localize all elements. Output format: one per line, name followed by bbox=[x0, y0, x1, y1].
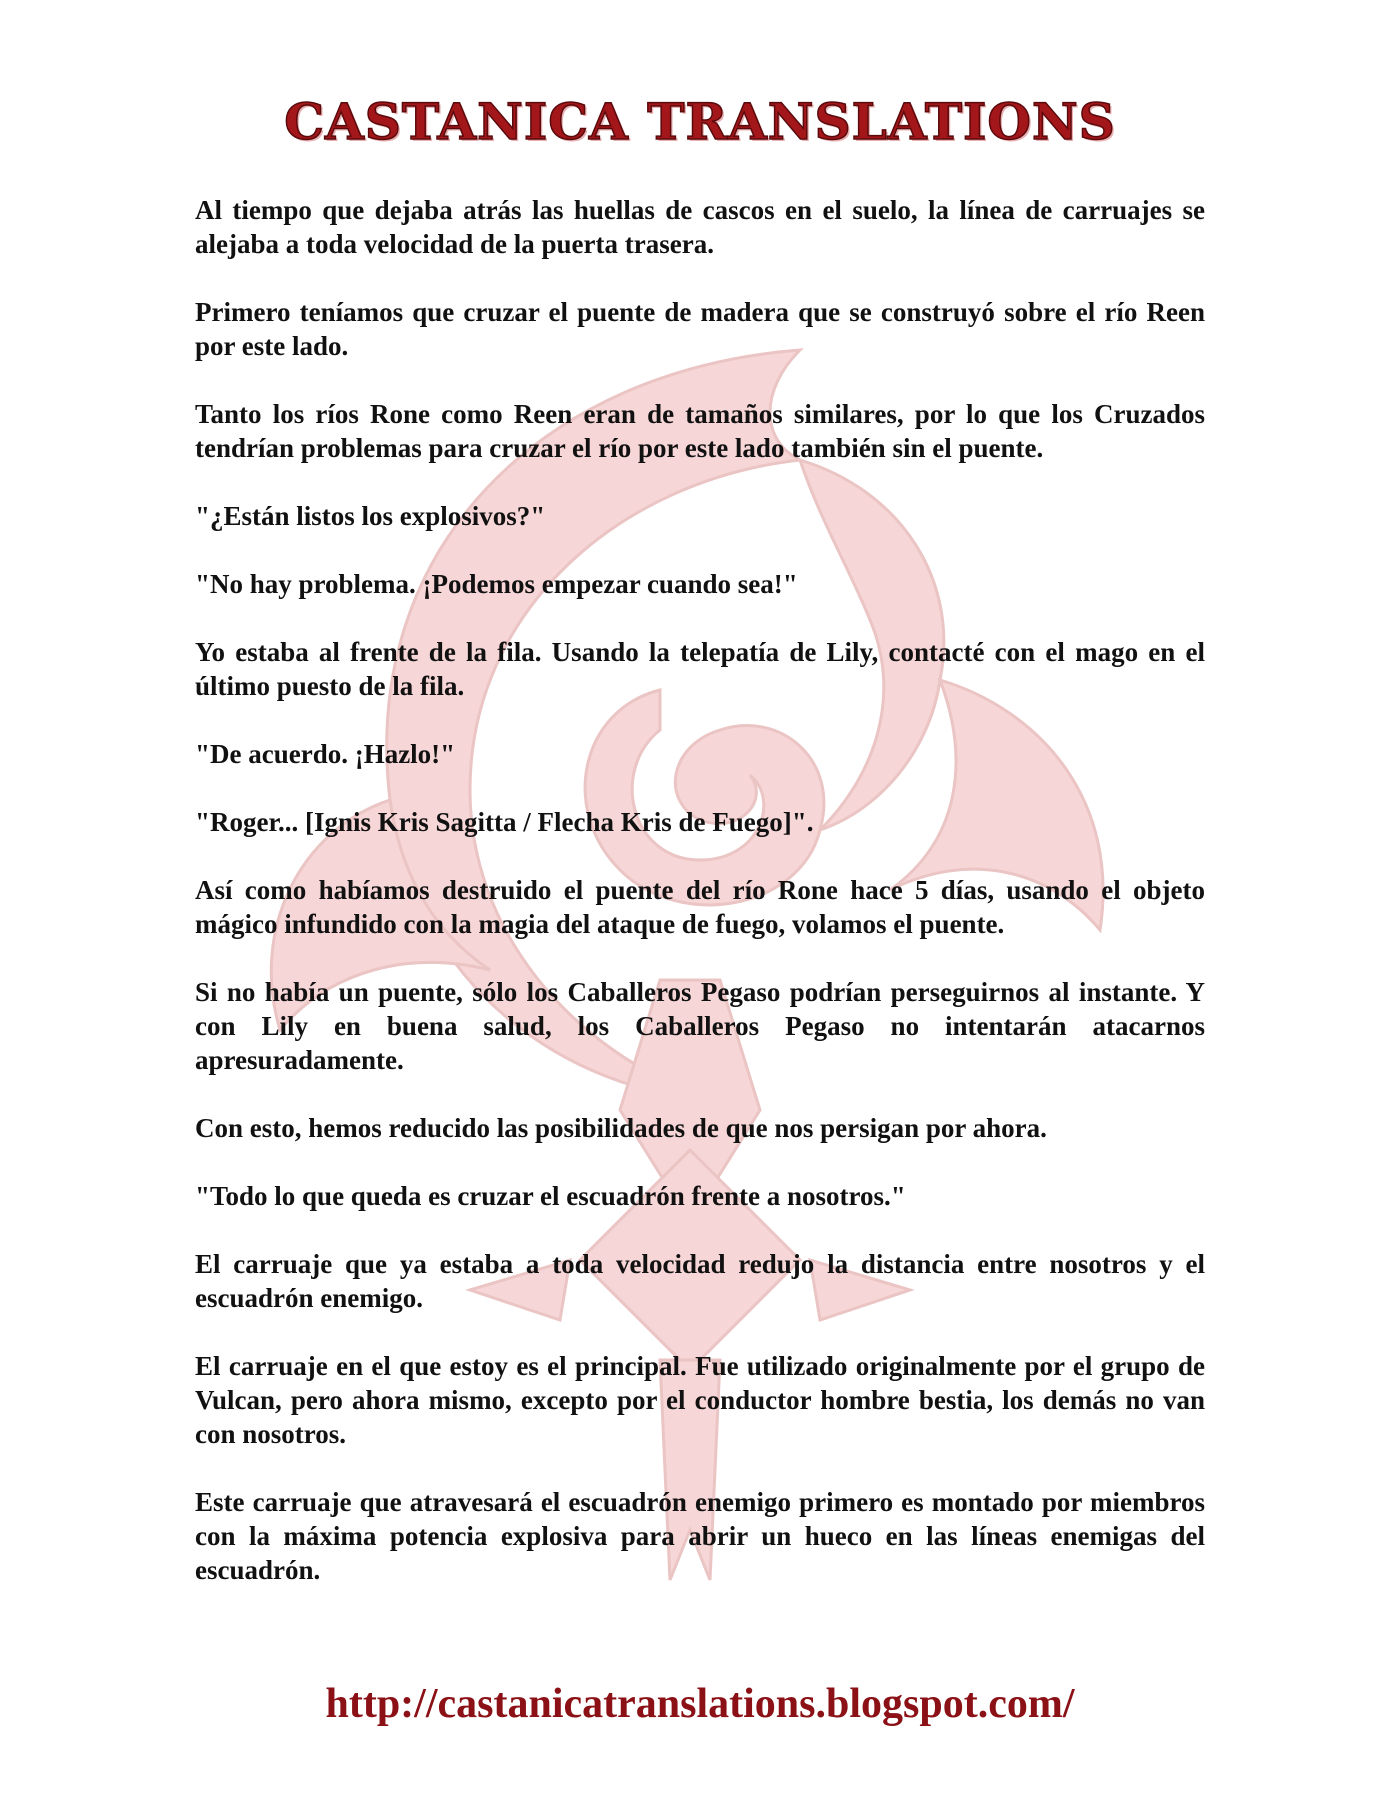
paragraph: "Todo lo que queda es cruzar el escuadrón frente a nosotros." bbox=[195, 1181, 906, 1211]
document-body bbox=[195, 193, 1205, 1621]
paragraph: El carruaje que ya estaba a toda velocidad redujo la distancia entre nosotros y el escuadrón enemigo. bbox=[195, 1249, 1205, 1313]
paragraph: Tanto los ríos Rone como Reen eran de tamaños similares, por lo que los Cruzados tendrían problemas para cruzar el río por este lado también sin el puente. bbox=[195, 399, 1205, 463]
blog-url-link[interactable]: http://castanicatranslations.blogspot.com/ bbox=[325, 1681, 1075, 1727]
paragraph: "Roger... [Ignis Kris Sagitta / Flecha Kris de Fuego]". bbox=[195, 807, 814, 837]
page-title: CASTANICA TRANSLATIONS bbox=[284, 92, 1116, 151]
paragraph: Así como habíamos destruido el puente del río Rone hace 5 días, usando el objeto mágico infundido con la magia del ataque de fuego, volamos el puente. bbox=[195, 875, 1205, 939]
paragraph: El carruaje en el que estoy es el principal. Fue utilizado originalmente por el grupo de Vulcan, pero ahora mismo, excepto por el conductor hombre bestia, los demás no van con nosotros. bbox=[195, 1351, 1205, 1449]
paragraph: "De acuerdo. ¡Hazlo!" bbox=[195, 739, 456, 769]
paragraph: Con esto, hemos reducido las posibilidades de que nos persigan por ahora. bbox=[195, 1113, 1047, 1143]
paragraph: "¿Están listos los explosivos?" bbox=[195, 501, 546, 531]
paragraph: Al tiempo que dejaba atrás las huellas de cascos en el suelo, la línea de carruajes se alejaba a toda velocidad de la puerta trasera. bbox=[195, 195, 1205, 259]
paragraph: Primero teníamos que cruzar el puente de madera que se construyó sobre el río Reen por este lado. bbox=[195, 297, 1205, 361]
paragraph: Si no había un puente, sólo los Caballeros Pegaso podrían perseguirnos al instante. Y con Lily en buena salud, los Caballeros Pegaso no intentarán atacarnos apresuradamente. bbox=[195, 977, 1205, 1075]
paragraph: Este carruaje que atravesará el escuadrón enemigo primero es montado por miembros con la máxima potencia explosiva para abrir un hueco en las líneas enemigas del escuadrón. bbox=[195, 1487, 1205, 1585]
paragraph: Yo estaba al frente de la fila. Usando la telepatía de Lily, contacté con el mago en el último puesto de la fila. bbox=[195, 637, 1205, 701]
paragraph: "No hay problema. ¡Podemos empezar cuando sea!" bbox=[195, 569, 798, 599]
